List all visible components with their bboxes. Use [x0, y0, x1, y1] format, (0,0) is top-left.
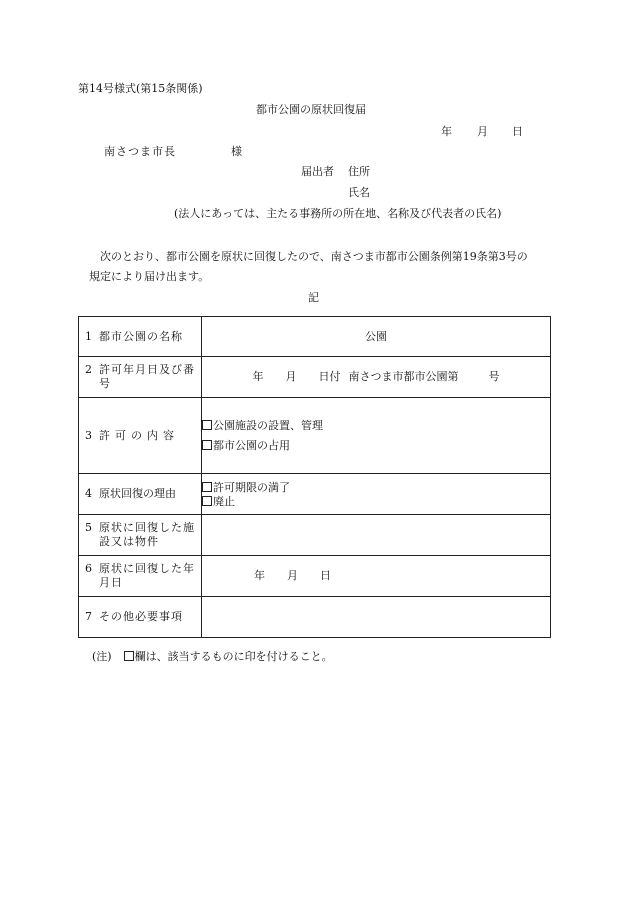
applicant-label: 届出者: [301, 165, 334, 178]
permit-date: 日付: [318, 370, 341, 383]
permit-month: 月: [285, 370, 297, 383]
checkbox-icon[interactable]: [202, 420, 212, 430]
row-number: 3: [85, 428, 92, 442]
option-park-occupancy[interactable]: [202, 437, 550, 454]
restored-facility-field[interactable]: [202, 515, 551, 556]
permit-number-suffix: 号: [488, 370, 500, 383]
park-name-value: 公園: [365, 329, 387, 343]
permit-number-prefix: 南さつま市都市公園第: [348, 370, 459, 383]
option-permit-expiry[interactable]: [202, 481, 550, 494]
restoration-reason-options: [202, 474, 551, 515]
date-year: 年: [441, 125, 452, 138]
body-text-line1: 次のとおり、都市公園を原状に回復したので、南さつま市都市公園条例第19条第3号の: [100, 250, 528, 263]
addressee-name: 南さつま市長: [104, 145, 176, 158]
table-row: [79, 398, 551, 474]
table-row: [79, 474, 551, 515]
row-label-text: 都市公園の名称: [99, 329, 183, 343]
row-number: 6: [85, 562, 92, 575]
permit-date-number-field[interactable]: [202, 357, 551, 398]
form-table: [78, 316, 551, 638]
table-row: [79, 357, 551, 398]
park-name-field[interactable]: [202, 317, 551, 357]
option-label: 許可期限の満了: [213, 480, 290, 494]
row-label: [79, 597, 202, 638]
row-label: [79, 398, 202, 474]
option-facility-installation[interactable]: [202, 417, 550, 434]
other-matters-field[interactable]: [202, 597, 551, 638]
ki-heading: 記: [308, 291, 319, 304]
restoration-month: 月: [287, 569, 298, 582]
footnote: [92, 650, 333, 664]
row-label-text: 原状回復の理由: [99, 487, 176, 500]
permit-content-options: [202, 398, 551, 474]
option-label: 公園施設の設置、管理: [213, 419, 323, 432]
row-label-text: その他必要事項: [99, 610, 183, 623]
row-label-text: 許可年月日及び番号: [99, 363, 195, 390]
restoration-day: 日: [320, 569, 331, 582]
restoration-date-field[interactable]: [202, 556, 551, 597]
body-text-line2: 規定により届け出ます。: [89, 270, 210, 283]
applicant-name-label: 氏名: [348, 186, 370, 199]
applicant-note: (法人にあっては、主たる事務所の所在地、名称及び代表者の氏名): [174, 207, 502, 220]
table-row: [79, 317, 551, 357]
checkbox-icon: [124, 651, 134, 661]
table-row: [79, 597, 551, 638]
checkbox-icon[interactable]: [202, 440, 212, 450]
row-label: [79, 556, 202, 597]
row-label: [79, 474, 202, 515]
checkbox-icon[interactable]: [202, 482, 212, 492]
row-label: [79, 515, 202, 556]
row-label-text: 原状に回復した施設又は物件: [99, 521, 195, 548]
date-month: 月: [477, 125, 488, 138]
form-number: 第14号様式(第15条関係): [78, 82, 203, 95]
date-day: 日: [512, 125, 523, 138]
row-label-text: 許可の内容: [99, 428, 179, 442]
option-abolition[interactable]: [202, 495, 550, 508]
row-label: [79, 317, 202, 357]
row-number: 1: [85, 329, 92, 343]
page-title: 都市公園の原状回復届: [256, 103, 366, 116]
addressee-honorific: 様: [231, 145, 242, 158]
row-number: 2: [85, 363, 92, 376]
footnote-mark: (注): [92, 650, 112, 663]
row-number: 4: [85, 487, 92, 500]
permit-year: 年: [252, 370, 264, 383]
table-row: [79, 556, 551, 597]
restoration-year: 年: [254, 569, 265, 582]
footnote-text: 欄は、該当するものに印を付けること。: [134, 650, 333, 663]
table-row: [79, 515, 551, 556]
row-number: 5: [85, 521, 92, 534]
checkbox-icon[interactable]: [202, 496, 212, 506]
row-label: [79, 357, 202, 398]
row-number: 7: [85, 610, 92, 623]
row-label-text: 原状に回復した年月日: [99, 562, 195, 589]
applicant-address-label: 住所: [348, 165, 370, 178]
option-label: 都市公園の占用: [213, 439, 290, 452]
option-label: 廃止: [213, 494, 235, 508]
